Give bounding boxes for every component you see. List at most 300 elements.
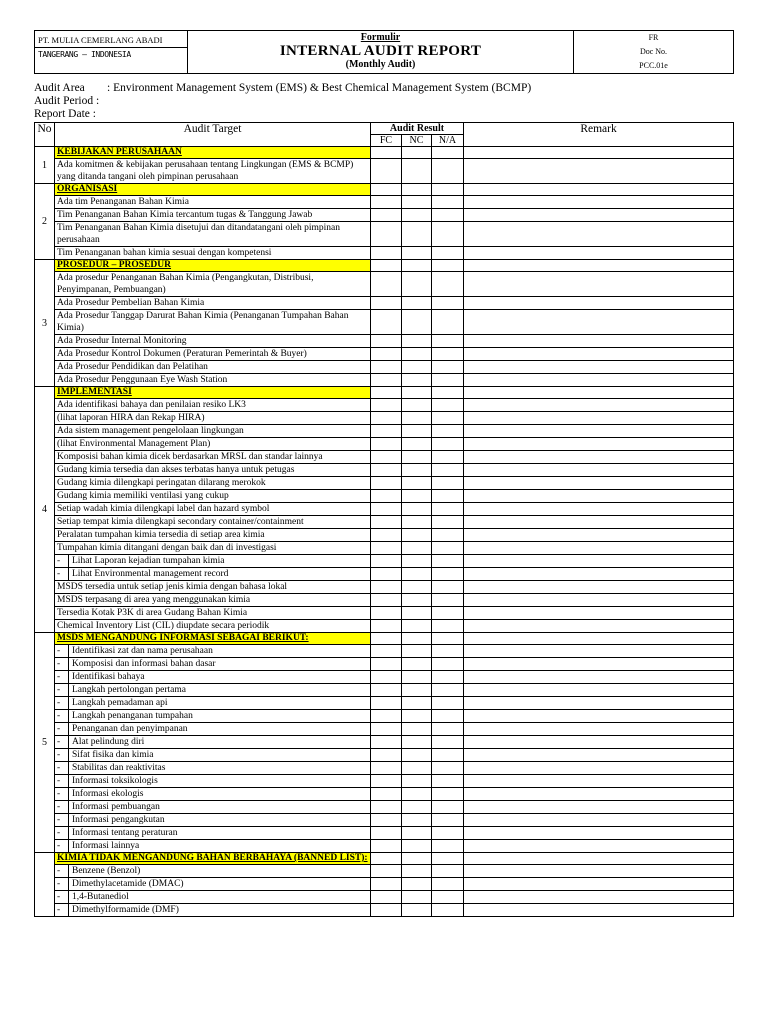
- remark-cell[interactable]: [464, 788, 734, 801]
- result-na-cell[interactable]: [432, 749, 464, 762]
- audit-period-label: Audit Period :: [34, 95, 100, 107]
- result-fc-cell[interactable]: [371, 645, 402, 658]
- remark-cell[interactable]: [464, 594, 734, 607]
- remark-cell[interactable]: [464, 209, 734, 222]
- result-fc-cell[interactable]: [371, 801, 402, 814]
- table-row: [35, 620, 734, 633]
- remark-cell[interactable]: [464, 438, 734, 451]
- result-na-cell[interactable]: [432, 697, 464, 710]
- result-fc-cell[interactable]: [371, 865, 402, 878]
- remark-cell[interactable]: [464, 159, 734, 184]
- result-na-cell[interactable]: [432, 399, 464, 412]
- result-nc-cell[interactable]: [402, 184, 432, 196]
- remark-cell[interactable]: [464, 658, 734, 671]
- audit-target-text: Chemical Inventory List (CIL) diupdate secara periodik: [57, 621, 270, 631]
- result-fc-cell[interactable]: [371, 891, 402, 904]
- remark-cell[interactable]: [464, 568, 734, 581]
- result-fc-cell[interactable]: [371, 451, 402, 464]
- remark-cell[interactable]: [464, 516, 734, 529]
- result-nc-cell[interactable]: [402, 247, 432, 260]
- result-na-cell[interactable]: [432, 222, 464, 247]
- result-na-cell[interactable]: [432, 762, 464, 775]
- table-row: [35, 310, 734, 335]
- result-nc-cell[interactable]: [402, 581, 432, 594]
- result-fc-cell[interactable]: [371, 464, 402, 477]
- audit-target-text: Langkah penanganan tumpahan: [72, 711, 193, 721]
- audit-target-text: Ada tim Penanganan Bahan Kimia: [57, 197, 189, 207]
- result-fc-cell[interactable]: [371, 736, 402, 749]
- result-nc-cell[interactable]: [402, 477, 432, 490]
- remark-cell[interactable]: [464, 697, 734, 710]
- result-fc-cell[interactable]: [371, 594, 402, 607]
- result-na-cell[interactable]: [432, 620, 464, 633]
- result-fc-cell[interactable]: [371, 260, 402, 272]
- remark-cell[interactable]: [464, 147, 734, 159]
- bullet-dash: -: [57, 802, 61, 812]
- company-location: TANGERANG – INDONESIA: [35, 47, 187, 61]
- remark-cell[interactable]: [464, 853, 734, 865]
- remark-cell[interactable]: [464, 477, 734, 490]
- result-fc-cell[interactable]: [371, 555, 402, 568]
- audit-target-text: Dimethylacetamide (DMAC): [72, 879, 184, 889]
- audit-target-cell: [55, 788, 371, 801]
- remark-cell[interactable]: [464, 184, 734, 196]
- result-fc-cell[interactable]: [371, 374, 402, 387]
- result-nc-cell[interactable]: [402, 607, 432, 620]
- result-fc-cell[interactable]: [371, 853, 402, 865]
- audit-meta: [34, 82, 734, 121]
- audit-target-text: Ada komitmen & kebijakan perusahaan tentang Lingkungan (EMS & BCMP) yang ditanda tangani oleh pimpinan perusahaan: [57, 160, 354, 182]
- result-nc-cell[interactable]: [402, 516, 432, 529]
- result-fc-cell[interactable]: [371, 788, 402, 801]
- remark-cell[interactable]: [464, 684, 734, 697]
- result-na-cell[interactable]: [432, 412, 464, 425]
- section-header-row: [35, 260, 734, 272]
- audit-target-text: Komposisi dan informasi bahan dasar: [72, 659, 216, 669]
- section-title: IMPLEMENTASI: [57, 387, 132, 397]
- result-fc-cell[interactable]: [371, 425, 402, 438]
- result-nc-cell[interactable]: [402, 147, 432, 159]
- audit-target-cell: [55, 581, 371, 594]
- remark-cell[interactable]: [464, 361, 734, 374]
- result-na-cell[interactable]: [432, 710, 464, 723]
- result-na-cell[interactable]: [432, 607, 464, 620]
- audit-target-cell: [55, 297, 371, 310]
- result-na-cell[interactable]: [432, 516, 464, 529]
- audit-target-cell: [55, 425, 371, 438]
- bullet-dash: -: [57, 866, 61, 876]
- remark-cell[interactable]: [464, 736, 734, 749]
- audit-target-cell: [55, 196, 371, 209]
- result-nc-cell[interactable]: [402, 412, 432, 425]
- audit-target-text: Gudang kimia memiliki ventilasi yang cukup: [57, 491, 229, 501]
- result-nc-cell[interactable]: [402, 272, 432, 297]
- bullet-separator: [68, 840, 69, 852]
- result-na-cell[interactable]: [432, 477, 464, 490]
- remark-cell[interactable]: [464, 529, 734, 542]
- audit-target-cell: [55, 412, 371, 425]
- audit-target-text: Tim Penanganan Bahan Kimia disetujui dan ditandatangani oleh pimpinan perusahaan: [57, 223, 341, 245]
- result-nc-cell[interactable]: [402, 684, 432, 697]
- result-fc-cell[interactable]: [371, 348, 402, 361]
- result-nc-cell[interactable]: [402, 464, 432, 477]
- result-fc-cell[interactable]: [371, 159, 402, 184]
- result-na-cell[interactable]: [432, 775, 464, 788]
- audit-target-text: Identifikasi bahaya: [72, 672, 145, 682]
- result-na-cell[interactable]: [432, 658, 464, 671]
- result-na-cell[interactable]: [432, 904, 464, 917]
- result-fc-cell[interactable]: [371, 710, 402, 723]
- result-nc-cell[interactable]: [402, 801, 432, 814]
- result-nc-cell[interactable]: [402, 490, 432, 503]
- remark-cell[interactable]: [464, 542, 734, 555]
- result-fc-cell[interactable]: [371, 529, 402, 542]
- table-row: [35, 503, 734, 516]
- result-nc-cell[interactable]: [402, 762, 432, 775]
- result-na-cell[interactable]: [432, 723, 464, 736]
- result-fc-cell[interactable]: [371, 310, 402, 335]
- result-nc-cell[interactable]: [402, 196, 432, 209]
- result-na-cell[interactable]: [432, 272, 464, 297]
- remark-cell[interactable]: [464, 490, 734, 503]
- remark-cell[interactable]: [464, 464, 734, 477]
- result-nc-cell[interactable]: [402, 310, 432, 335]
- remark-cell[interactable]: [464, 878, 734, 891]
- remark-cell[interactable]: [464, 297, 734, 310]
- remark-cell[interactable]: [464, 891, 734, 904]
- result-fc-cell[interactable]: [371, 490, 402, 503]
- result-fc-cell[interactable]: [371, 840, 402, 853]
- result-fc-cell[interactable]: [371, 412, 402, 425]
- audit-target-cell: [55, 503, 371, 516]
- result-nc-cell[interactable]: [402, 387, 432, 399]
- result-na-cell[interactable]: [432, 209, 464, 222]
- result-nc-cell[interactable]: [402, 529, 432, 542]
- result-fc-cell[interactable]: [371, 878, 402, 891]
- result-na-cell[interactable]: [432, 297, 464, 310]
- result-na-cell[interactable]: [432, 581, 464, 594]
- result-fc-cell[interactable]: [371, 671, 402, 684]
- result-fc-cell[interactable]: [371, 477, 402, 490]
- audit-target-cell: [55, 222, 371, 247]
- result-fc-cell[interactable]: [371, 184, 402, 196]
- table-row: [35, 516, 734, 529]
- result-na-cell[interactable]: [432, 260, 464, 272]
- result-fc-cell[interactable]: [371, 438, 402, 451]
- result-nc-cell[interactable]: [402, 775, 432, 788]
- remark-cell[interactable]: [464, 827, 734, 840]
- bullet-dash: -: [57, 879, 61, 889]
- audit-target-text: Informasi toksikologis: [72, 776, 158, 786]
- bullet-dash: -: [57, 828, 61, 838]
- result-na-cell[interactable]: [432, 827, 464, 840]
- audit-target-text: Ada Prosedur Penggunaan Eye Wash Station: [57, 375, 228, 385]
- result-na-cell[interactable]: [432, 490, 464, 503]
- result-nc-cell[interactable]: [402, 620, 432, 633]
- result-na-cell[interactable]: [432, 555, 464, 568]
- remark-cell[interactable]: [464, 671, 734, 684]
- table-row: [35, 451, 734, 464]
- result-fc-cell[interactable]: [371, 749, 402, 762]
- result-na-cell[interactable]: [432, 645, 464, 658]
- result-na-cell[interactable]: [432, 159, 464, 184]
- result-nc-cell[interactable]: [402, 260, 432, 272]
- result-nc-cell[interactable]: [402, 788, 432, 801]
- audit-target-text: Tim Penanganan Bahan Kimia tercantum tugas & Tanggung Jawab: [57, 210, 313, 220]
- bullet-dash: -: [57, 763, 61, 773]
- result-na-cell[interactable]: [432, 374, 464, 387]
- result-nc-cell[interactable]: [402, 399, 432, 412]
- company-block: [35, 31, 188, 73]
- result-fc-cell[interactable]: [371, 607, 402, 620]
- result-na-cell[interactable]: [432, 865, 464, 878]
- fr-label: FR: [648, 33, 659, 42]
- result-fc-cell[interactable]: [371, 147, 402, 159]
- remark-cell[interactable]: [464, 555, 734, 568]
- result-nc-cell[interactable]: [402, 749, 432, 762]
- result-fc-cell[interactable]: [371, 335, 402, 348]
- result-na-cell[interactable]: [432, 247, 464, 260]
- result-na-cell[interactable]: [432, 891, 464, 904]
- result-na-cell[interactable]: [432, 335, 464, 348]
- remark-cell[interactable]: [464, 247, 734, 260]
- result-na-cell[interactable]: [432, 788, 464, 801]
- result-na-cell[interactable]: [432, 736, 464, 749]
- audit-target-text: Lihat Laporan kejadian tumpahan kimia: [72, 556, 225, 566]
- result-nc-cell[interactable]: [402, 645, 432, 658]
- audit-target-cell: [55, 310, 371, 335]
- result-na-cell[interactable]: [432, 568, 464, 581]
- result-na-cell[interactable]: [432, 147, 464, 159]
- bullet-dash: -: [57, 737, 61, 747]
- result-fc-cell[interactable]: [371, 684, 402, 697]
- audit-target-cell: [55, 710, 371, 723]
- remark-cell[interactable]: [464, 865, 734, 878]
- result-nc-cell[interactable]: [402, 723, 432, 736]
- audit-target-cell: [55, 516, 371, 529]
- result-na-cell[interactable]: [432, 671, 464, 684]
- remark-cell[interactable]: [464, 801, 734, 814]
- remark-cell[interactable]: [464, 451, 734, 464]
- table-row: [35, 762, 734, 775]
- result-fc-cell[interactable]: [371, 272, 402, 297]
- section-title-cell: [55, 387, 371, 399]
- bullet-dash: -: [57, 711, 61, 721]
- table-row: [35, 710, 734, 723]
- remark-cell[interactable]: [464, 412, 734, 425]
- result-fc-cell[interactable]: [371, 697, 402, 710]
- result-fc-cell[interactable]: [371, 723, 402, 736]
- result-fc-cell[interactable]: [371, 542, 402, 555]
- result-nc-cell[interactable]: [402, 671, 432, 684]
- audit-target-cell: [55, 477, 371, 490]
- result-na-cell[interactable]: [432, 542, 464, 555]
- result-nc-cell[interactable]: [402, 840, 432, 853]
- result-nc-cell[interactable]: [402, 503, 432, 516]
- result-nc-cell[interactable]: [402, 335, 432, 348]
- remark-cell[interactable]: [464, 222, 734, 247]
- result-fc-cell[interactable]: [371, 581, 402, 594]
- result-nc-cell[interactable]: [402, 374, 432, 387]
- result-na-cell[interactable]: [432, 594, 464, 607]
- result-na-cell[interactable]: [432, 464, 464, 477]
- result-nc-cell[interactable]: [402, 814, 432, 827]
- result-nc-cell[interactable]: [402, 438, 432, 451]
- remark-cell[interactable]: [464, 620, 734, 633]
- result-nc-cell[interactable]: [402, 865, 432, 878]
- bullet-separator: [68, 658, 69, 670]
- result-na-cell[interactable]: [432, 878, 464, 891]
- result-nc-cell[interactable]: [402, 697, 432, 710]
- result-nc-cell[interactable]: [402, 542, 432, 555]
- bullet-dash: -: [57, 698, 61, 708]
- result-na-cell[interactable]: [432, 503, 464, 516]
- result-na-cell[interactable]: [432, 451, 464, 464]
- remark-cell[interactable]: [464, 762, 734, 775]
- table-row: [35, 374, 734, 387]
- col-header-nc: NC: [402, 135, 432, 147]
- section-number: 5: [35, 633, 55, 853]
- result-na-cell[interactable]: [432, 425, 464, 438]
- result-fc-cell[interactable]: [371, 387, 402, 399]
- remark-cell[interactable]: [464, 710, 734, 723]
- doc-no-label: Doc No.: [639, 47, 668, 56]
- bullet-dash: -: [57, 841, 61, 851]
- result-nc-cell[interactable]: [402, 594, 432, 607]
- result-fc-cell[interactable]: [371, 196, 402, 209]
- remark-cell[interactable]: [464, 775, 734, 788]
- result-nc-cell[interactable]: [402, 222, 432, 247]
- result-nc-cell[interactable]: [402, 633, 432, 645]
- bullet-separator: [68, 697, 69, 709]
- result-fc-cell[interactable]: [371, 222, 402, 247]
- result-na-cell[interactable]: [432, 853, 464, 865]
- remark-cell[interactable]: [464, 581, 734, 594]
- audit-target-text: Ada Prosedur Pendidikan dan Pelatihan: [57, 362, 208, 372]
- result-fc-cell[interactable]: [371, 904, 402, 917]
- result-nc-cell[interactable]: [402, 891, 432, 904]
- remark-cell[interactable]: [464, 399, 734, 412]
- result-na-cell[interactable]: [432, 361, 464, 374]
- result-nc-cell[interactable]: [402, 361, 432, 374]
- result-na-cell[interactable]: [432, 310, 464, 335]
- remark-cell[interactable]: [464, 387, 734, 399]
- result-nc-cell[interactable]: [402, 159, 432, 184]
- result-nc-cell[interactable]: [402, 568, 432, 581]
- audit-target-text: Setiap wadah kimia dilengkapi label dan hazard symbol: [57, 504, 270, 514]
- audit-target-cell: [55, 865, 371, 878]
- result-fc-cell[interactable]: [371, 297, 402, 310]
- result-fc-cell[interactable]: [371, 762, 402, 775]
- result-na-cell[interactable]: [432, 184, 464, 196]
- section-number: 2: [35, 184, 55, 260]
- bullet-separator: [68, 788, 69, 800]
- result-fc-cell[interactable]: [371, 633, 402, 645]
- result-nc-cell[interactable]: [402, 348, 432, 361]
- remark-cell[interactable]: [464, 335, 734, 348]
- audit-target-text: Benzene (Benzol): [72, 866, 141, 876]
- result-nc-cell[interactable]: [402, 425, 432, 438]
- result-fc-cell[interactable]: [371, 503, 402, 516]
- result-fc-cell[interactable]: [371, 827, 402, 840]
- remark-cell[interactable]: [464, 814, 734, 827]
- result-nc-cell[interactable]: [402, 658, 432, 671]
- result-na-cell[interactable]: [432, 348, 464, 361]
- result-na-cell[interactable]: [432, 529, 464, 542]
- result-nc-cell[interactable]: [402, 555, 432, 568]
- result-na-cell[interactable]: [432, 840, 464, 853]
- result-fc-cell[interactable]: [371, 775, 402, 788]
- result-nc-cell[interactable]: [402, 736, 432, 749]
- remark-cell[interactable]: [464, 348, 734, 361]
- formulir-label: Formulir: [360, 32, 401, 43]
- result-na-cell[interactable]: [432, 814, 464, 827]
- bullet-dash: -: [57, 646, 61, 656]
- remark-cell[interactable]: [464, 749, 734, 762]
- audit-target-text: 1,4-Butanediol: [72, 892, 129, 902]
- remark-cell[interactable]: [464, 607, 734, 620]
- result-fc-cell[interactable]: [371, 814, 402, 827]
- result-na-cell[interactable]: [432, 684, 464, 697]
- result-nc-cell[interactable]: [402, 451, 432, 464]
- section-title: KEBIJAKAN PERUSAHAAN: [57, 147, 182, 157]
- remark-cell[interactable]: [464, 310, 734, 335]
- bullet-separator: [68, 723, 69, 735]
- table-row: [35, 749, 734, 762]
- result-na-cell[interactable]: [432, 196, 464, 209]
- result-nc-cell[interactable]: [402, 878, 432, 891]
- result-fc-cell[interactable]: [371, 247, 402, 260]
- result-nc-cell[interactable]: [402, 827, 432, 840]
- remark-cell[interactable]: [464, 425, 734, 438]
- result-nc-cell[interactable]: [402, 853, 432, 865]
- audit-target-cell: [55, 762, 371, 775]
- result-fc-cell[interactable]: [371, 658, 402, 671]
- remark-cell[interactable]: [464, 633, 734, 645]
- bullet-separator: [68, 891, 69, 903]
- result-fc-cell[interactable]: [371, 209, 402, 222]
- result-fc-cell[interactable]: [371, 568, 402, 581]
- remark-cell[interactable]: [464, 840, 734, 853]
- result-nc-cell[interactable]: [402, 297, 432, 310]
- audit-target-cell: [55, 607, 371, 620]
- remark-cell[interactable]: [464, 196, 734, 209]
- result-na-cell[interactable]: [432, 633, 464, 645]
- result-fc-cell[interactable]: [371, 361, 402, 374]
- result-na-cell[interactable]: [432, 387, 464, 399]
- remark-cell[interactable]: [464, 904, 734, 917]
- result-nc-cell[interactable]: [402, 904, 432, 917]
- audit-target-text: (lihat Environmental Management Plan): [57, 439, 211, 449]
- remark-cell[interactable]: [464, 645, 734, 658]
- result-fc-cell[interactable]: [371, 620, 402, 633]
- result-nc-cell[interactable]: [402, 710, 432, 723]
- remark-cell[interactable]: [464, 374, 734, 387]
- audit-target-text: Tersedia Kotak P3K di area Gudang Bahan Kimia: [57, 608, 248, 618]
- remark-cell[interactable]: [464, 272, 734, 297]
- bullet-dash: -: [57, 685, 61, 695]
- result-na-cell[interactable]: [432, 801, 464, 814]
- result-fc-cell[interactable]: [371, 516, 402, 529]
- result-nc-cell[interactable]: [402, 209, 432, 222]
- bullet-dash: -: [57, 905, 61, 915]
- bullet-dash: -: [57, 815, 61, 825]
- remark-cell[interactable]: [464, 503, 734, 516]
- result-fc-cell[interactable]: [371, 399, 402, 412]
- remark-cell[interactable]: [464, 260, 734, 272]
- remark-cell[interactable]: [464, 723, 734, 736]
- result-na-cell[interactable]: [432, 438, 464, 451]
